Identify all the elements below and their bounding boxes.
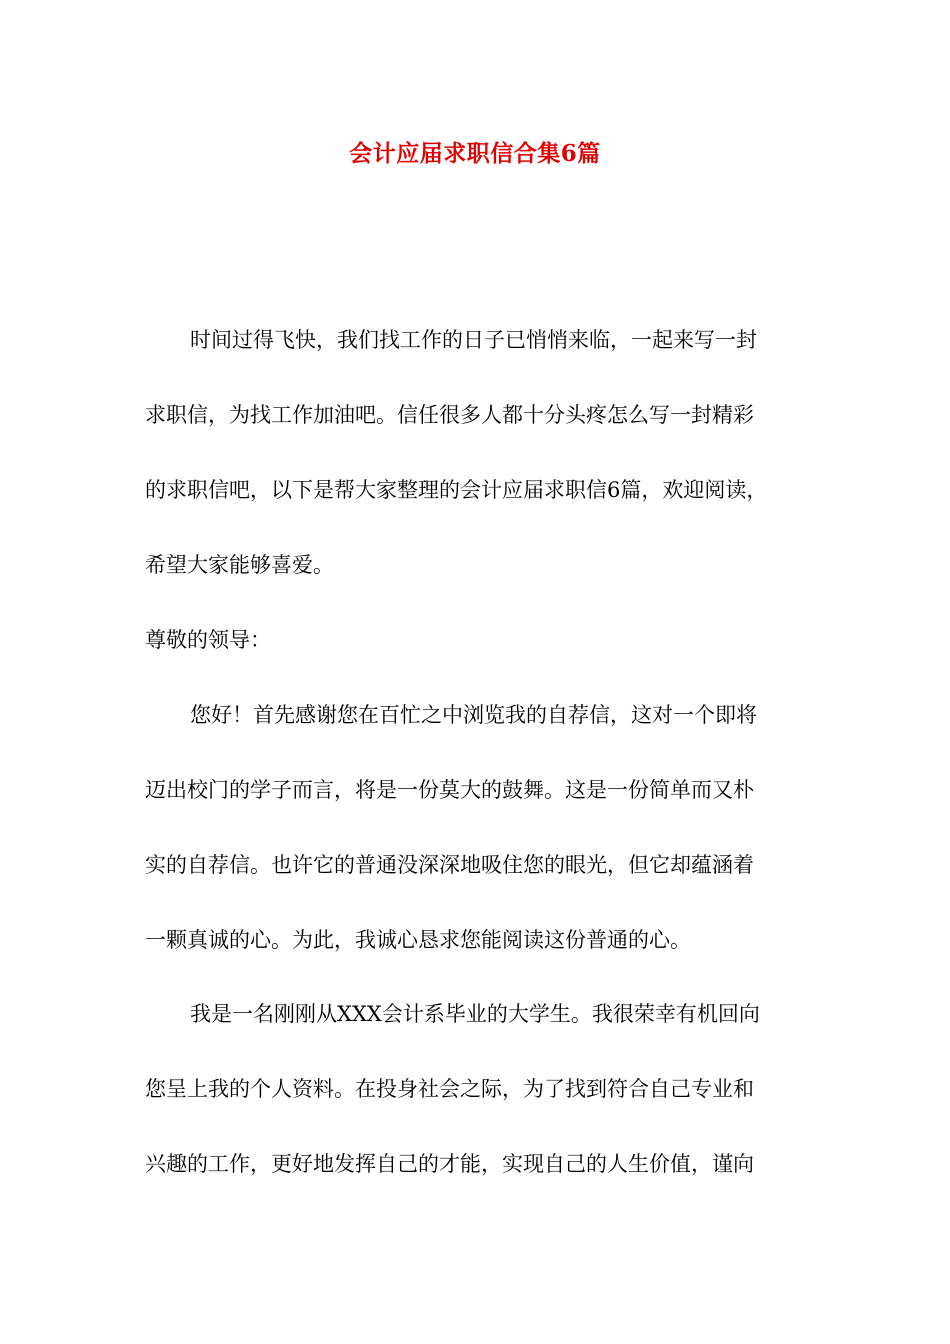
paragraph-line: 您好！首先感谢您在百忙之中浏览我的自荐信，这对一个即将 (190, 703, 757, 727)
paragraph-line: 实的自荐信。也许它的普通没深深地吸住您的眼光，但它却蕴涵着 (145, 853, 754, 877)
paragraph-line: 一颗真诚的心。为此，我诚心恳求您能阅读这份普通的心。 (145, 928, 691, 952)
paragraph-line: 兴趣的工作，更好地发挥自己的才能，实现自己的人生价值，谨向 (145, 1152, 754, 1176)
paragraph-line: 希望大家能够喜爱。 (145, 553, 334, 577)
document-title: 会计应届求职信合集6篇 (349, 140, 601, 167)
paragraph-line: 我是一名刚刚从XXX会计系毕业的大学生。我很荣幸有机回向 (190, 1002, 760, 1026)
paragraph-line: 求职信，为找工作加油吧。信任很多人都十分头疼怎么写一封精彩 (145, 403, 754, 427)
paragraph-line: 时间过得飞快，我们找工作的日子已悄悄来临，一起来写一封 (190, 328, 757, 352)
salutation: 尊敬的领导： (145, 628, 271, 652)
paragraph-line: 的求职信吧，以下是帮大家整理的会计应届求职信6篇，欢迎阅读， (145, 478, 768, 502)
paragraph-line: 迈出校门的学子而言，将是一份莫大的鼓舞。这是一份简单而又朴 (145, 778, 754, 802)
paragraph-line: 您呈上我的个人资料。在投身社会之际，为了找到符合自己专业和 (145, 1077, 754, 1101)
